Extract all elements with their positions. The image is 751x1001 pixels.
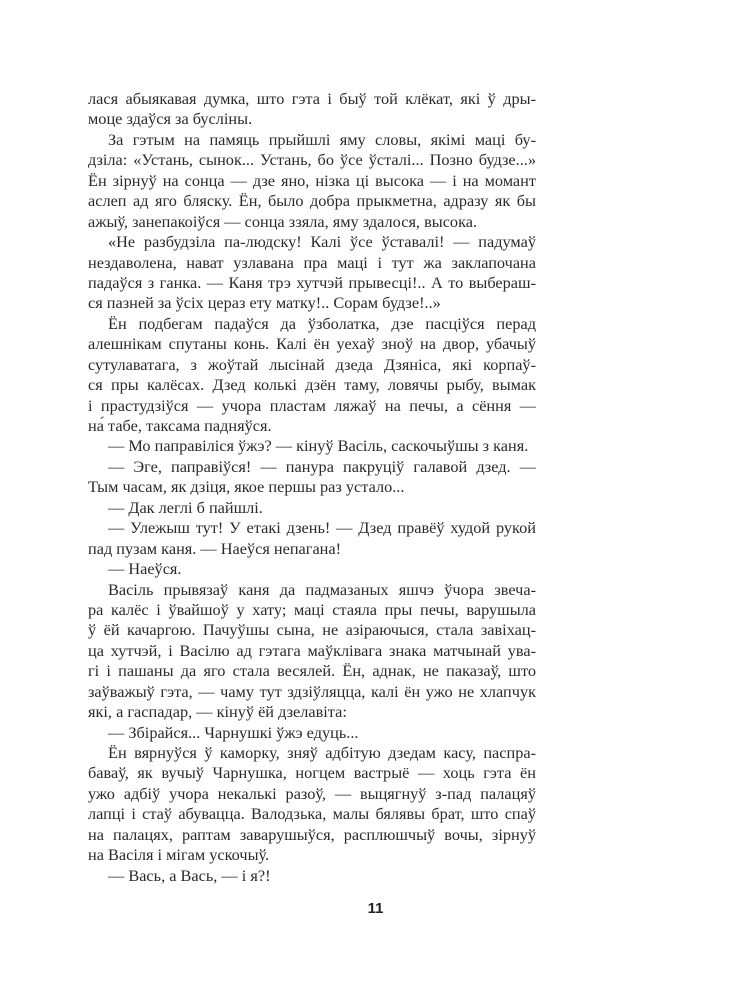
text-line: аслеп ад яго бляску. Ён, было добра прыкметна, адразу як бы <box>88 191 536 211</box>
text-line: ў ёй качаргою. Пачуўшы сына, не азіраючыся, стала завіхац- <box>88 620 536 640</box>
text-line: падаўся з ганка. — Каня трэ хутчэй прывесці!.. А то выбераш- <box>88 272 536 292</box>
text-line: Тым часам, як дзіця, якое першы раз устало... <box>88 477 405 497</box>
text-line: — Мо паправіліся ўжэ? — кінуў Васіль, саскочыўшы з каня. <box>108 436 529 456</box>
text-line: сутулаватага, з жоўтай лысінай дзеда Дзяніса, які корпаў- <box>88 354 536 374</box>
text-line: «Не разбудзіла па-людску! Калі ўсе ўставалі! — падумаў <box>108 232 536 252</box>
text-line: ужо адбіў учора некалькі разоў, — выцягнуў з-пад палацяў <box>88 783 536 803</box>
text-line: Васіль прывязаў каня да падмазаных яшчэ ўчора звеча- <box>108 579 536 599</box>
text-line: ся пры калёсах. Дзед колькі дзён таму, ловячы рыбу, вымак <box>88 375 536 395</box>
text-line: лапці і стаў абувацца. Валодзька, малы бялявы брат, што спаў <box>88 804 536 824</box>
text-line: — Збірайся... Чарнушкі ўжэ едуць... <box>108 722 359 742</box>
text-line: пад пузам каня. — Наеўся непагана! <box>88 538 342 558</box>
text-line: на́ табе, таксама падняўся. <box>88 416 272 435</box>
text-line: ра калёс і ўвайшоў у хату; маці стаяла пры печы, варушыла <box>88 599 536 619</box>
text-line: — Эге, паправіўся! — панура пакруціў галавой дзед. — <box>108 456 536 476</box>
text-line: — Дак леглі б пайшлі. <box>108 497 263 517</box>
text-line: баваў, як вучыў Чарнушка, ногцем вастрыё — хоць гэта ён <box>88 763 536 783</box>
text-line: гі і пашаны да яго стала весялей. Ён, аднак, не паказаў, што <box>88 661 536 681</box>
text-line: моце здаўся за бусліны. <box>88 109 253 129</box>
text-line: нездаволена, нават узлавана пра маці і тут жа заклапочана <box>88 252 536 272</box>
text-line: — Вась, а Вась, — і я?! <box>108 865 271 885</box>
body-text <box>88 89 536 886</box>
text-line: заўважыў гэта, — чаму тут здзіўляцца, калі ён ужо не хлапчук <box>88 681 536 701</box>
text-line: Ён подбегам падаўся да ўзболатка, дзе пасціўся перад <box>108 313 536 333</box>
text-line: і прастудзіўся — учора пластам ляжаў на печы, а сёння — <box>88 395 536 415</box>
text-line: ся пазней за ўсіх цераз ету матку!.. Сорам будзе!..» <box>88 293 441 313</box>
text-line: алешнікам спутаны конь. Калі ён уехаў зноў на двор, убачыў <box>88 334 536 354</box>
page-number: 11 <box>367 900 384 917</box>
text-line: які, а гаспадар, — кінуў ёй дзелавіта: <box>88 702 347 722</box>
text-line: Ён вярнуўся ў каморку, зняў адбітую дзедам касу, паспра- <box>108 743 536 762</box>
text-line: дзіла: «Устань, сынок... Устань, бо ўсе ўсталі... Позно будзе...» <box>88 150 536 170</box>
text-line: За гэтым на памяць прыйшлі яму словы, якімі маці бу- <box>108 129 536 149</box>
text-line: — Наеўся. <box>108 559 182 579</box>
text-line: — Улежыш тут! У етакі дзень! — Дзед правёў худой рукой <box>108 518 536 538</box>
text-line: на палацях, раптам заварушыўся, расплюшчыў вочы, зірнуў <box>88 824 536 844</box>
text-line: ажыў, занепакоіўся — сонца ззяла, яму здалося, высока. <box>88 211 478 231</box>
text-line: на Васіля і мігам ускочыў. <box>88 845 270 865</box>
text-line: Ён зірнуў на сонца — дзе яно, нізка ці высока — і на момант <box>88 170 536 190</box>
text-line: ца хутчэй, і Васілю ад гэтага маўклівага знака матчынай ува- <box>88 640 536 660</box>
text-line: лася абыякавая думка, што гэта і быў той клёкат, які ў дры- <box>88 89 536 108</box>
